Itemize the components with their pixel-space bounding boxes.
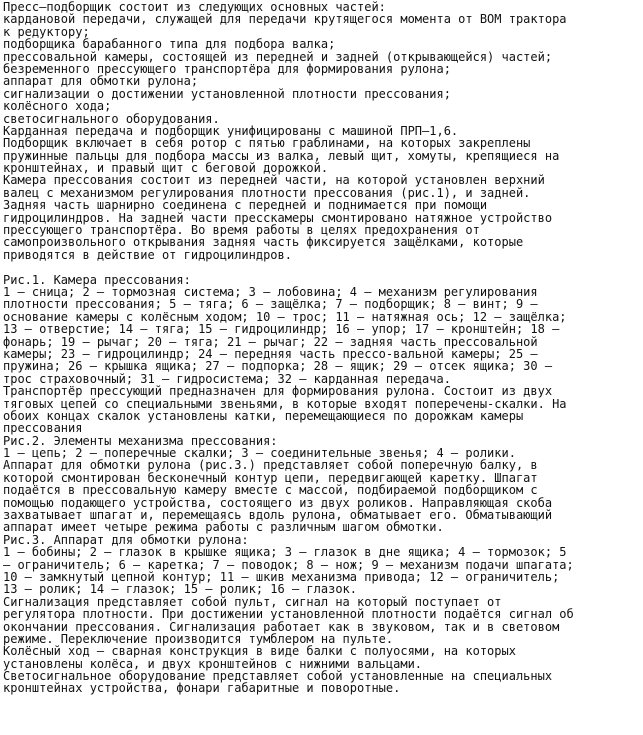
text-line: 13 – отверстие; 14 – тяга; 15 – гидроцилиндр; 16 – упор; 17 – кронштейн; 18 – [3,322,560,337]
text-line: 1 – цепь; 2 – поперечные скалки; 3 – соединительные звенья; 4 – ролики. [3,446,516,461]
text-line: Рис.1. Камера прессования: [3,272,191,287]
text-line: Камера прессования состоит из передней части, на которой установлен верхний [3,173,545,188]
text-line: подборщика барабанного типа для подбора валка; [3,37,336,52]
text-line: которой смонтирован бесконечный контур цепи, передвигающей каретку. Шпагат [3,470,538,485]
text-line: прессовальной камеры, состоящей из передней и задней (открывающейся) частей; [3,49,553,64]
text-line: камеры; 23 – гидроцилиндр; 24 – передняя часть прессо-вальной камеры; 25 – [3,346,538,361]
text-line: Рис.3. Аппарат для обмотки рулона: [3,532,249,547]
text-line: прессующего транспортёра. Во время работы в целях предохранения от [3,223,480,238]
text-line: тяговых цепей со специальными звеньями, в которые входят поперечены-скалки. На [3,396,567,411]
text-line: приводятся в действие от гидроцилиндров. [3,247,292,262]
text-line: Пресс–подборщик состоит из следующих основных частей: [3,0,386,14]
text-line: Подборщик включает в себя ротор с пятью граблинами, на которых закреплены [3,136,531,151]
text-line: самопроизвольного открывания задняя часть фиксируется защёлками, которые [3,235,524,250]
text-line: основание камеры с колёсным ходом; 10 – трос; 11 – натяжная ось; 12 – защёлка; [3,309,567,324]
text-line: прессования [3,421,83,436]
text-line: захватывает шпагат и, перемещаясь вдоль рулона, обматывает его. Обматывающий [3,508,553,523]
text-line: – ограничитель; 6 – каретка; 7 – поводок; 8 – нож; 9 – механизм подачи шпагата; [3,557,574,572]
text-line: плотности прессования; 5 – тяга; 6 – защёлка; 7 – подборщик; 8 – винт; 9 – [3,297,538,312]
text-line: помощью подающего устройства, состоящего из двух роликов. Направляющая скоба [3,495,553,510]
text-line: Сигнализация представляет собой пульт, сигнал на который поступает от [3,594,502,609]
text-line: Карданная передача и подборщик унифицированы с машиной ПРП–1,6. [3,123,459,138]
text-line: гидроцилиндров. На задней части пресскамеры смонтировано натяжное устройство [3,210,553,225]
text-line: пружина; 26 – крышка ящика; 27 – подпорка; 28 – ящик; 29 – отсек ящика; 30 – [3,359,553,374]
text-line: безременного прессующего транспортёра для формирования рулона; [3,61,451,76]
text-line: к редуктору; [3,24,90,39]
text-line: колёсного хода; [3,99,112,114]
text-line: обоих концах скалок установлены катки, перемещающиеся по дорожкам камеры [3,408,524,423]
text-line: Светосигнальное оборудование представляет собой установленные на специальных [3,669,553,684]
text-line: аппарат для обмотки рулона; [3,74,199,89]
text-line: подаётся в прессовальную камеру вместе с массой, подбираемой подборщиком с [3,483,538,498]
text-line: установлены колёса, и двух кронштейнов с нижними вальцами. [3,656,423,671]
text-line: 1 – сница; 2 – тормозная система; 3 – лобовина; 4 – механизм регулирования [3,284,538,299]
text-line: аппарат имеет четыре режима работы с различным шагом обмотки. [3,520,444,535]
text-line: 10 – замкнутый цепной контур; 11 – шкив механизма привода; 12 – ограничитель; [3,569,560,584]
blank-line [3,261,643,273]
text-line: фонарь; 19 – рычаг; 20 – тяга; 21 – рычаг; 22 – задняя часть прессовальной [3,334,538,349]
text-line: кронштейнах, и правый щит с беговой дорожкой. [3,161,329,176]
text-line: окончании прессования. Сигнализация работает как в звуковом, так и в световом [3,619,560,634]
text-line: Колёсный ход – сварная конструкция в виде балки с полуосями, на которых [3,644,516,659]
text-line: Аппарат для обмотки рулона (рис.3.) представляет собой поперечную балку, в [3,458,538,473]
text-line: светосигнального оборудования. [3,111,220,126]
text-line: регулятора плотности. При достижении установленной плотности подаётся сигнал об [3,607,574,622]
text-line: Задняя часть шарнирно соединена с передней и поднимается при помощи [3,198,488,213]
text-line: Транспортёр прессующий предназначен для формирования рулона. Состоит из двух [3,384,553,399]
text-line: 1 – бобины; 2 – глазок в крышке ящика; 3 – глазок в дне ящика; 4 – тормозок; 5 [3,545,567,560]
text-line: Рис.2. Элементы механизма прессования: [3,433,278,448]
text-line: сигнализации о достижении установленной плотности прессования; [3,86,451,101]
text-line: трос страховочный; 31 – гидросистема; 32 – карданная передача. [3,371,451,386]
text-line: режиме. Переключение производится тумблером на пульте. [3,631,394,646]
text-line: валец с механизмом регулирования плотности прессования (рис.1), и задней. [3,185,531,200]
text-line: пружинные пальцы для подбора массы из валка, левый щит, хомуты, крепящиеся на [3,148,560,163]
text-line: кронштейнах устройства, фонари габаритные и поворотные. [3,681,401,696]
text-line: кардановой передачи, служащей для передачи крутящегося момента от ВОМ трактора [3,12,567,27]
text-line: 13 – ролик; 14 – глазок; 15 – ролик; 16 – глазок. [3,582,358,597]
